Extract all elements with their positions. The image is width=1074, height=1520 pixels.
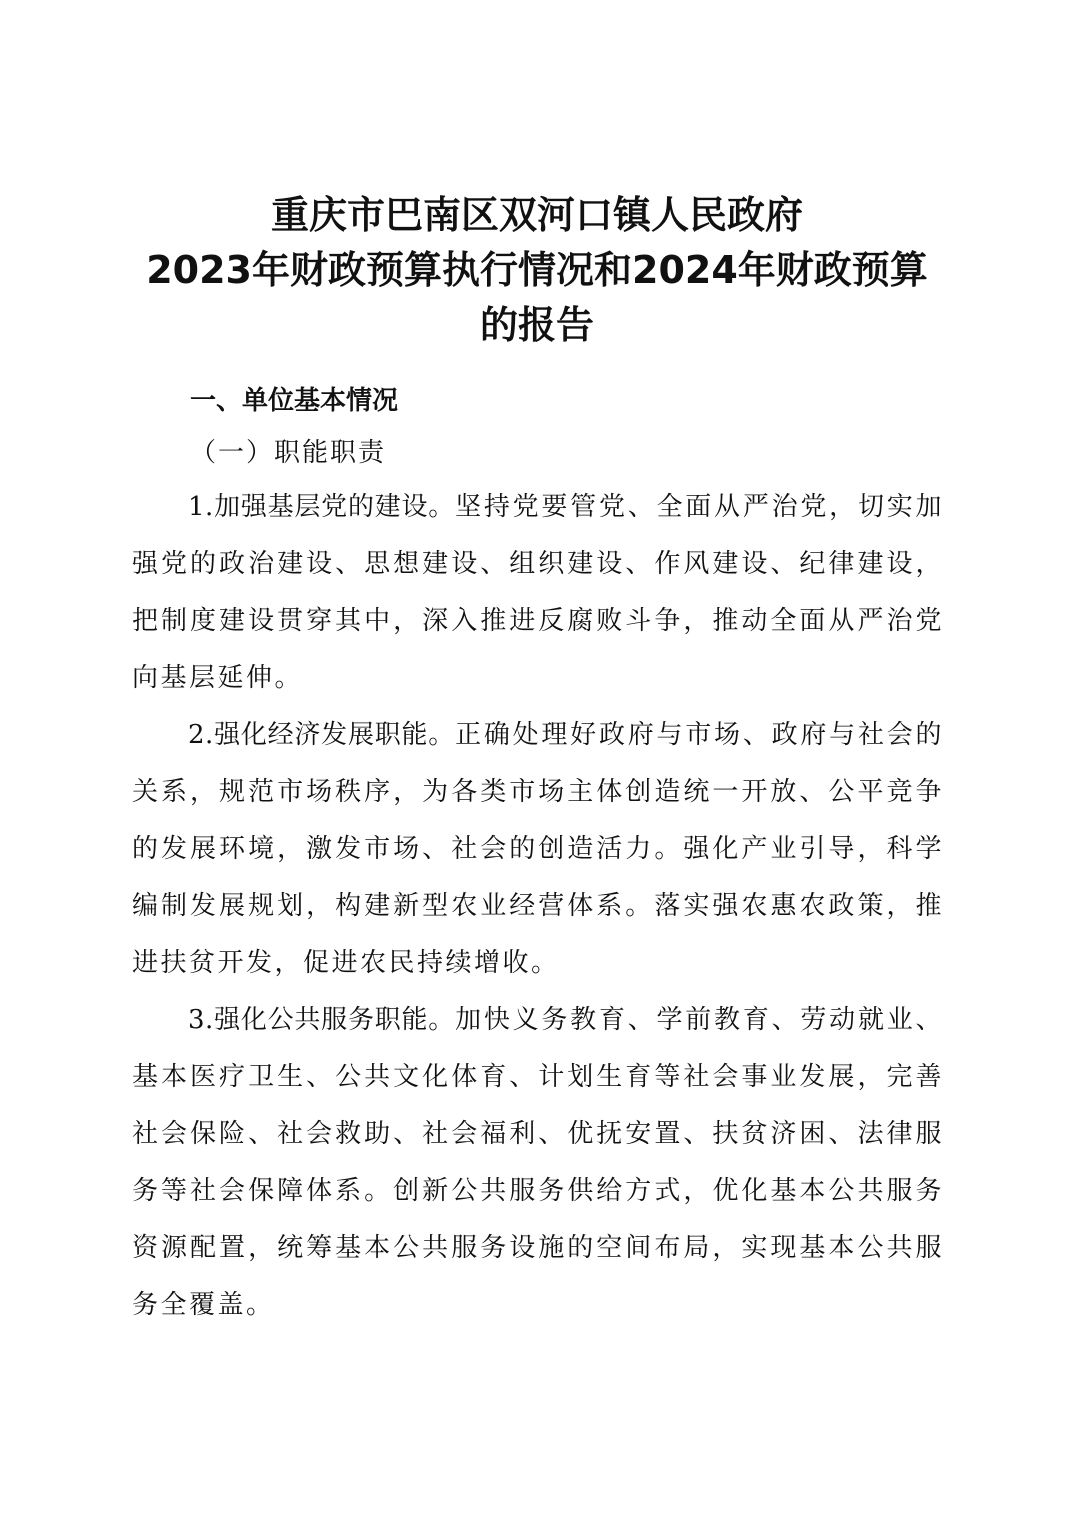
paragraph-lead: 1.加强基层党的建设。 (188, 492, 456, 522)
paragraph-economic-development (132, 707, 944, 992)
paragraph-party-building (132, 479, 944, 707)
paragraph-text: 加快义务教育、学前教育、劳动就业、基本医疗卫生、公共文化体育、计划生育等社会事业发展，完善社会保险、社会救助、社会福利、优抚安置、扶贫济困、法律服务等社会保障体系。创新公共服务供给方式，优化基本公共服务资源配置，统筹基本公共服务设施的空间布局，实现基本公共服务全覆盖。 (132, 1005, 944, 1320)
title-line-2: 2023年财政预算执行情况和2024年财政预算 (146, 248, 928, 292)
paragraph-public-service (132, 992, 944, 1334)
paragraph-lead: 2.强化经济发展职能。 (188, 720, 456, 750)
document-body (132, 375, 944, 1334)
paragraph-text: 正确处理好政府与市场、政府与社会的关系，规范市场秩序，为各类市场主体创造统一开放、公平竞争的发展环境，激发市场、社会的创造活力。强化产业引导，科学编制发展规划，构建新型农业经营体系。落实强农惠农政策，推进扶贫开发，促进农民持续增收。 (132, 720, 944, 978)
document-title (100, 188, 974, 353)
paragraph-lead: 3.强化公共服务职能。 (188, 1005, 456, 1035)
subsection-heading: （一）职能职责 (190, 438, 387, 468)
title-line-1: 重庆市巴南区双河口镇人民政府 (270, 193, 803, 237)
title-line-3: 的报告 (479, 303, 594, 347)
section-heading: 一、单位基本情况 (190, 386, 399, 416)
paragraph-text: 坚持党要管党、全面从严治党，切实加强党的政治建设、思想建设、组织建设、作风建设、纪律建设，把制度建设贯穿其中，深入推进反腐败斗争，推动全面从严治党向基层延伸。 (132, 492, 944, 693)
